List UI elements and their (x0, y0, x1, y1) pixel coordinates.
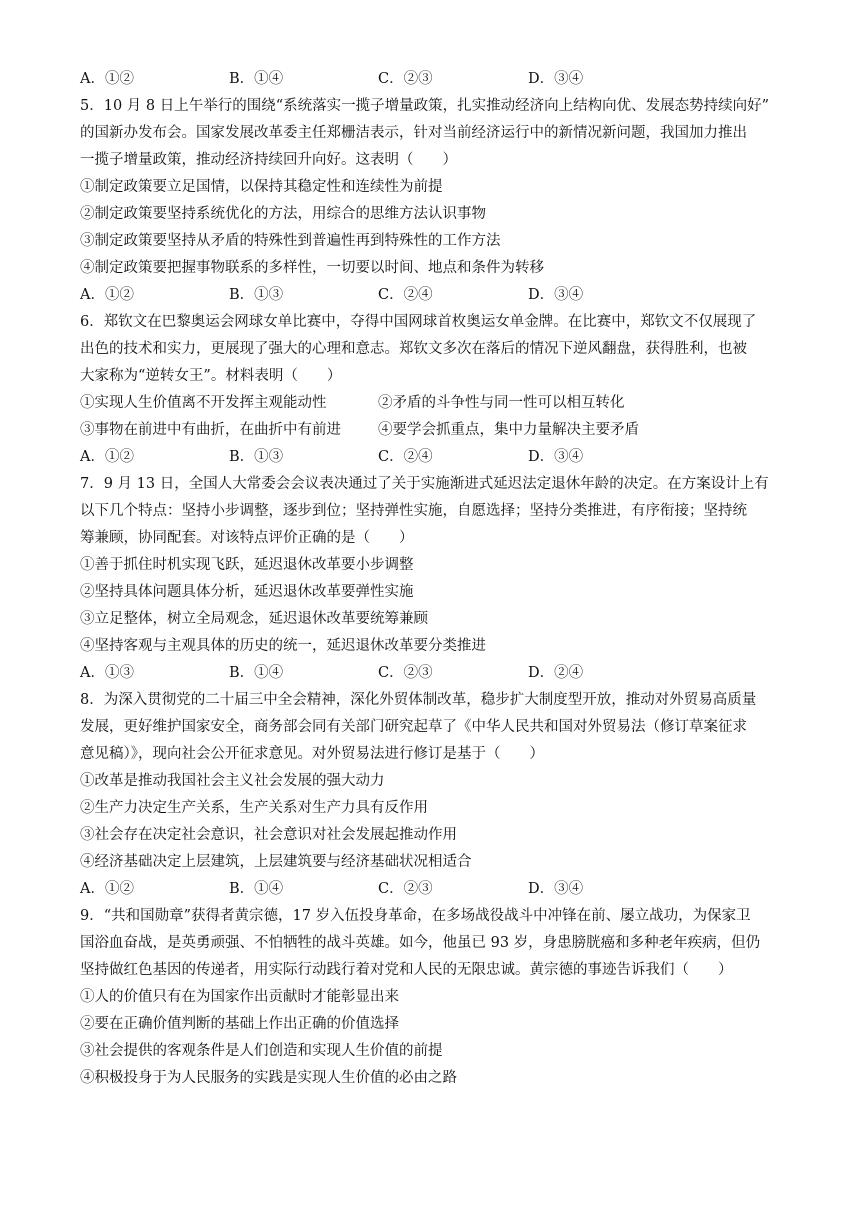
question-stem-line: 7．9 月 13 日，全国人大常委会会议表决通过了关于实施渐进式延迟法定退休年龄的决定。在方案设计上有 (80, 476, 769, 492)
question-stem-line: 以下几个特点：坚持小步调整，逐步到位；坚持弹性实施，自愿选择；坚持分类推进，有序衔接；坚持统 (80, 503, 747, 519)
question-stem-line: 出色的技术和实力，更展现了强大的心理和意志。郑钦文多次在落后的情况下逆风翻盘，获得胜利，也被 (80, 341, 747, 357)
option-c[interactable]: C．②③ (378, 665, 433, 681)
question-stem-line: 国浴血奋战，是英勇顽强、不怕牺牲的战斗英雄。如今，他虽已 93 岁，身患膀胱癌和多种老年疾病，但仍 (80, 935, 761, 951)
q4-options (80, 66, 786, 93)
statement-item: ④要学会抓重点，集中力量解决主要矛盾 (378, 422, 639, 438)
option-d[interactable]: D．②④ (528, 665, 584, 681)
question-stem-line: 5．10 月 8 日上午举行的围绕“系统落实一揽子增量政策，扎实推动经济向上结构向优、发展态势持续向好” (80, 98, 770, 114)
option-c[interactable]: C．②④ (378, 449, 433, 465)
statement-item: ②坚持具体问题具体分析，延迟退休改革要弹性实施 (80, 584, 414, 600)
option-b[interactable]: B．①④ (229, 665, 284, 681)
statement-item: ④坚持客观与主观具体的历史的统一，延迟退休改革要分类推进 (80, 638, 486, 654)
statement-item: ④经济基础决定上层建筑，上层建筑要与经济基础状况相适合 (80, 854, 472, 870)
q8-options (80, 876, 786, 903)
q6-options (80, 444, 786, 471)
question-stem-line: 6．郑钦文在巴黎奥运会网球女单比赛中，夺得中国网球首枚奥运女单金牌。在比赛中，郑钦文不仅展现了 (80, 314, 757, 330)
statement-item: ④制定政策要把握事物联系的多样性，一切要以时间、地点和条件为转移 (80, 260, 544, 276)
option-b[interactable]: B．①④ (229, 881, 284, 897)
option-c[interactable]: C．②④ (378, 287, 433, 303)
question-stem-line: 坚持做红色基因的传递者，用实际行动践行着对党和人民的无限忠诚。黄宗德的事迹告诉我们（ ） (80, 962, 733, 978)
option-d[interactable]: D．③④ (528, 881, 584, 897)
option-a[interactable]: A．①② (80, 881, 134, 897)
option-b[interactable]: B．①④ (229, 71, 284, 87)
statement-item: ②矛盾的斗争性与同一性可以相互转化 (378, 395, 625, 411)
statement-item: ②要在正确价值判断的基础上作出正确的价值选择 (80, 1016, 399, 1032)
option-a[interactable]: A．①② (80, 71, 134, 87)
statement-item: ③社会存在决定社会意识，社会意识对社会发展起推动作用 (80, 827, 457, 843)
statement-item: ①人的价值只有在为国家作出贡献时才能彰显出来 (80, 989, 399, 1005)
option-a[interactable]: A．①② (80, 449, 134, 465)
option-d[interactable]: D．③④ (528, 449, 584, 465)
question-7 (80, 471, 786, 687)
statement-pair (80, 417, 786, 444)
statement-item: ③制定政策要坚持从矛盾的特殊性到普遍性再到特殊性的工作方法 (80, 233, 501, 249)
statement-item: ③社会提供的客观条件是人们创造和实现人生价值的前提 (80, 1043, 443, 1059)
statement-item: ④积极投身于为人民服务的实践是实现人生价值的必由之路 (80, 1070, 457, 1086)
statement-item: ②制定政策要坚持系统优化的方法，用综合的思维方法认识事物 (80, 206, 486, 222)
option-b[interactable]: B．①③ (229, 287, 284, 303)
statement-pair (80, 390, 786, 417)
option-a[interactable]: A．①③ (80, 665, 134, 681)
question-stem-line: 8．为深入贯彻党的二十届三中全会精神，深化外贸体制改革，稳步扩大制度型开放，推动对外贸易高质量 (80, 692, 757, 708)
option-a[interactable]: A．①② (80, 287, 134, 303)
question-9 (80, 903, 786, 1092)
option-c[interactable]: C．②③ (378, 71, 433, 87)
question-5 (80, 93, 786, 309)
q7-options (80, 660, 786, 687)
statement-item: ③立足整体，树立全局观念，延迟退休改革要统筹兼顾 (80, 611, 428, 627)
statement-item: ①善于抓住时机实现飞跃，延迟退休改革要小步调整 (80, 557, 414, 573)
statement-item: ①实现人生价值离不开发挥主观能动性 (80, 395, 327, 411)
question-stem-line: 意见稿）》，现向社会公开征求意见。对外贸易法进行修订是基于（ ） (80, 746, 544, 762)
option-b[interactable]: B．①③ (229, 449, 284, 465)
statement-item: ③事物在前进中有曲折，在曲折中有前进 (80, 422, 341, 438)
exam-page (80, 66, 786, 1092)
question-stem-line: 9．“共和国勋章”获得者黄宗德，17 岁入伍投身革命，在多场战役战斗中冲锋在前、屡立战功，为保家卫 (80, 908, 751, 924)
option-c[interactable]: C．②③ (378, 881, 433, 897)
question-stem-line: 发展，更好维护国家安全，商务部会同有关部门研究起草了《中华人民共和国对外贸易法（修订草案征求 (80, 719, 747, 735)
question-8 (80, 687, 786, 903)
option-d[interactable]: D．③④ (528, 71, 584, 87)
statement-item: ②生产力决定生产关系，生产关系对生产力具有反作用 (80, 800, 428, 816)
statement-item: ①改革是推动我国社会主义社会发展的强大动力 (80, 773, 385, 789)
option-d[interactable]: D．③④ (528, 287, 584, 303)
question-stem-line: 大家称为“逆转女王”。材料表明（ ） (80, 368, 342, 384)
question-stem-line: 筹兼顾，协同配套。对该特点评价正确的是（ ） (80, 530, 414, 546)
question-stem-line: 的国新办发布会。国家发展改革委主任郑栅洁表示，针对当前经济运行中的新情况新问题，我国加力推出 (80, 125, 747, 141)
question-6 (80, 309, 786, 471)
q5-options (80, 282, 786, 309)
question-stem-line: 一揽子增量政策，推动经济持续回升向好。这表明（ ） (80, 152, 457, 168)
statement-item: ①制定政策要立足国情，以保持其稳定性和连续性为前提 (80, 179, 443, 195)
